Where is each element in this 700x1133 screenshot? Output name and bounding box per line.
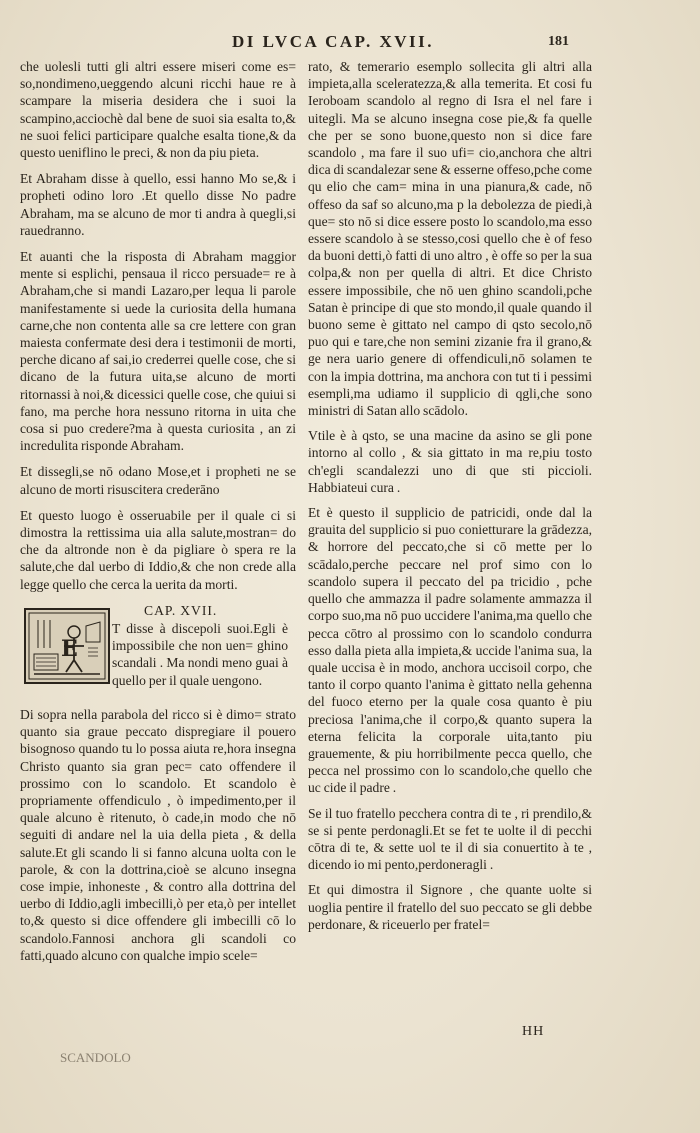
page-number: 181 [548, 34, 569, 49]
paragraph: Et dissegli,se nō odano Mose,et i propheti ne se alcuno de morti risuscitera crederāno [20, 464, 296, 497]
chapter-heading: CAP. XVII. [144, 602, 218, 618]
paragraph: rato, & temerario esemplo sollecita gli altri alla impieta,alla sceleratezza,& alla temerita. Et cosi fu Ieroboam scandolo al regno di Isra el nel fare i uitegli. Ma se alcuno insegna cose pie,& fa quelle che per se sono buone,questo non si dice fare scandolo , ma fare il suo ufi= cio,anchora che altri dica di scandalezar sene & esserne offeso,pche come qu elio che cam= mina in una pianura,& cade, nō offeso da saf so alcuno,ma p la debolezza de piedi,à que= sto nō si dice essere posto lo scandolo,ma esso essere scandolo à se stesso,cosi quello che è of feso da buoni detti,ò fatti di uno altro , è offe so per la sua colpa,& non per quella di altri. Et dice Christo essere impossibile, che nō uen ghino scandoli,pche Satan è principe di que sto mondo,il quale quando il buono seme è gittato nel campo di qsto secolo,nō puo qui e tare,che non semini zizanie fra il grano,& ge nera uario genere di offendiculi,nō solamen te con la impia dottrina, ma anchora con tut ti i pessimi esempli,ma udiamo il supplicio di qgli,che sono ministri di Satan allo scādolo. [308, 59, 592, 419]
paragraph: Et auanti che la risposta di Abraham maggior mente si esplichi, pensaua il ricco persuade= re à Abraham,che si mandi Lazaro,per lequa li parole manifestamente si uede la curiosita della humana carne,che non contenta alle sa cre lettere con gran maiesta confermate desi dera i testimonii de morti, perche dicano af sai,io crederrei quelle cose, che si dicano de la futura uita,se alcuno de morti ritornassi à noi,& dicessici quelle cose, che quiui si fano, ma perche hora nessuno ritorna in uita che cosa si puo credere?ma à questa curiosita , an zi incredulita risponde Abraham. [20, 249, 296, 454]
paragraph: Et questo luogo è osseruabile per il quale ci si dimostra la rettissima uia alla salute,mostran= do che da altronde non è da pigliare ò spera re la salute,che dal uerbo di Iddio,& che non crede alla legge quello che cerca la uerita da morti. [20, 507, 296, 592]
paragraph: Di sopra nella parabola del ricco si è dimo= strato quanto sia graue peccato dispregiare il pouero bisognoso quando tu lo possa aiuta re,hora insegna Christo quanto sia gran pec= cato offendere il prossimo con lo scandolo. Et scandolo è propriamente offendiculo , ò impedimento,per il quale alcuno è ritenuto, ò cade,in modo che nō seguiti di andare nel la uia della pieta , & della salute.Et gli scando li si fanno alcuna uolta con le parole, & con la dottrina,cioè se alcuno insegna cose impie, inhoneste , & contro alla dottrina del uerbo di Iddio,agli imbecilli,ò per eta,ò per intellet to,& questo si dice offendere gli imbecilli cō lo scandolo.Fannosi anchora gli scandoli co fatti,quado alcuno con qualche impio scele= [20, 706, 296, 963]
paragraph: Et Abraham disse à quello, essi hanno Mo se,& i propheti odino loro .Et quello disse No padre Abraham, ma se alcuno de mor ti andra à quegli,si rauedranno. [20, 171, 296, 238]
paragraph: Vtile è à qsto, se una macine da asino se gli pone intorno al collo , & sia gittato in ma re,piu tosto ch'egli scandalezzi uno di que sti piccioli. Habbiateui cura . [308, 428, 592, 495]
paragraph: che uolesli tutti gli altri essere miseri come es= so,nondimeno,ueggendo alcuni ricchi haue re à scampare la miseria desidera che i suoi la scampino,acciochè dal bene de suoi sia esalta to,& ne suoi felici participare qualche esalta tione,& da questo ueniflino le preci, & non da piu pieta. [20, 59, 296, 161]
page-header [0, 28, 700, 54]
catchword: SCANDOLO [60, 1050, 131, 1065]
woodcut-illustration-icon [24, 608, 110, 684]
left-column [20, 58, 296, 973]
paragraph: Et è questo il supplicio de patricidi, onde dal la grauita del supplicio si puo conietturare la grādezza, & horrore del peccato,che si cō mette per lo scādalo,perche peccare nel prof simo con lo scandolo supera il peccato del pa tricidio , pche quello che ammazza il padre solamente ammazza il corpo suo,ma nō puo uccidere l'anima,ma quello che pecca cōtro al prossimo con lo scandolo condurra esso dalla pieta alla impieta,& uccide l'anima sua, la quale uccisa è in modo, anchora uccisoil corpo, che tanto il corpo quanto l'anima è gittato nella gehenna del fuoco eterno per la quale cosa quanto è piu preciosa l'anima,che il corpo,& quanto supera la eterna felicita la corporale uita,tanto piu grauemente, & piu horribilmente pecca quello, che pecca nel prossimo con lo scandolo,che quello che uc cide il padre . [308, 505, 592, 796]
chapter-opening [20, 602, 296, 700]
chapter-opening-text: T disse à discepoli suoi.Egli è impossibile che non uen= ghino scandali . Ma nondi meno guai à quello per il quale uengono. [112, 620, 288, 688]
running-head: DI LVCA CAP. XVII. [232, 32, 434, 51]
paragraph: Et qui dimostra il Signore , che quante uolte si uoglia pentire il fratello del suo peccato se gli debbe perdonare, & riceuerlo per fratel= [308, 882, 592, 932]
paragraph: Se il tuo fratello pecchera contra di te , ri prendilo,& se si pente perdonagli.Et se fet te uolte il di pecchi cōtra di te, & sette uol te il di sia conuertito à te , dicendo io mi pento,perdoneragli . [308, 805, 592, 873]
svg-text:E: E [61, 635, 78, 662]
signature-mark: HH [522, 1024, 545, 1039]
right-column [308, 58, 592, 941]
